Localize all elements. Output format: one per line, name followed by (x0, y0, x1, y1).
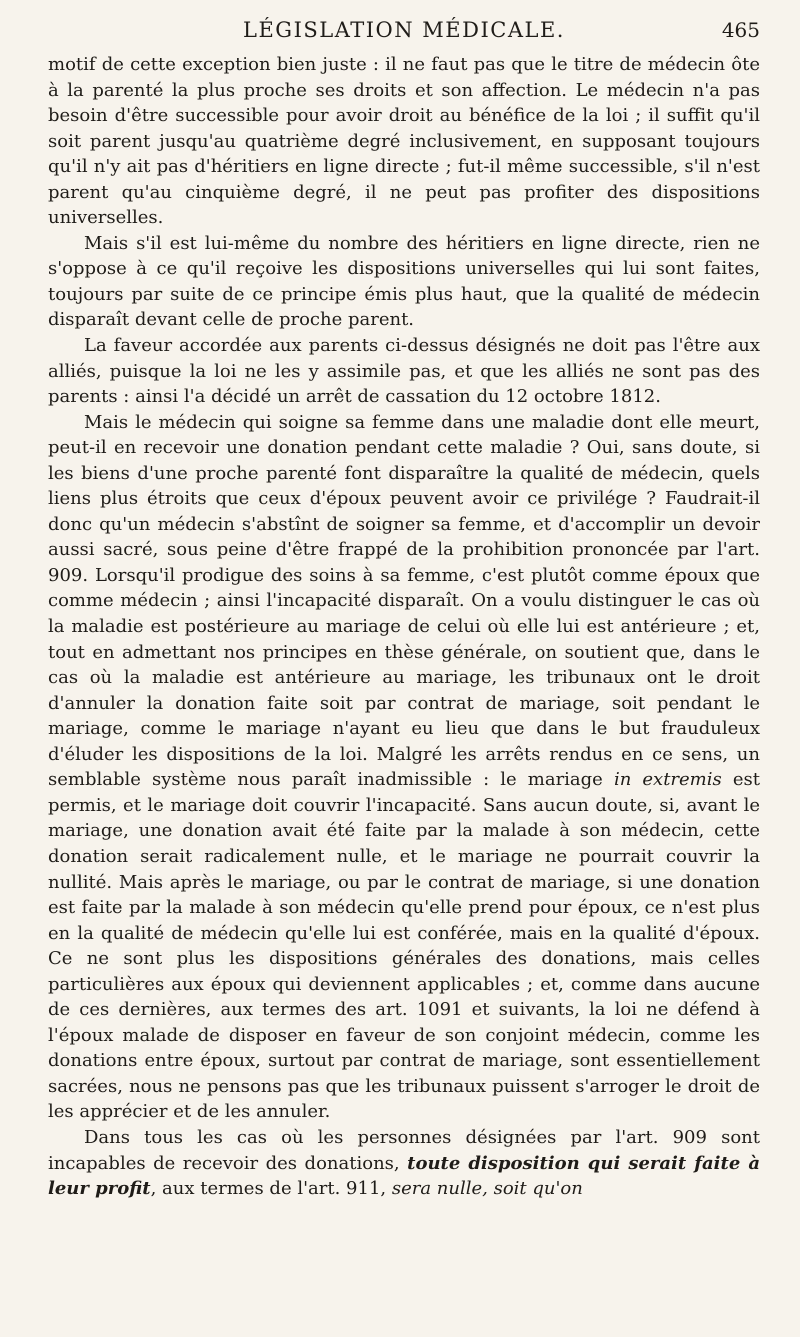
text-run: Mais le médecin qui soigne sa femme dans une maladie dont elle meurt, peut-il en recevoir une donation pendant cette maladie ? Oui, sans doute, si les biens d'une proche parenté font disparaître la qualité de médecin, quels liens plus étroits que ceux d'époux peuvent avoir ce privilége ? Faudrait-il donc qu'un médecin s'abstînt de soigner sa femme, et d'accomplir un devoir aussi sacré, sous peine d'être frappé de la prohibition prononcée par l'art. 909. Lorsqu'il prodigue des soins à sa femme, c'est plutôt comme époux que comme médecin ; ainsi l'incapacité disparaît. On a voulu distinguer le cas où la maladie est postérieure au mariage de celui où elle lui est antérieure ; et, tout en admettant nos principes en thèse générale, on soutient que, dans le cas où la maladie est antérieure au mariage, les tribunaux ont le droit d'annuler la donation faite soit par contrat de mariage, soit pendant le mariage, comme le mariage n'ayant eu lieu que dans le but frauduleux d'éluder les dispositions de la loi. Malgré les arrêts rendus en ce sens, un semblable système nous paraît inadmissible : le mariage (48, 411, 760, 791)
paragraph (48, 1125, 760, 1202)
paragraph (48, 231, 760, 333)
emphasis-run: in extremis (613, 769, 722, 791)
text-run: motif de cette exception bien juste : il ne faut pas que le titre de médecin ôte à la parenté la plus proche ses droits et son affection. Le médecin n'a pas besoin d'être successible pour avoir droit au bénéfice de la loi ; il suffit qu'il soit parent jusqu'au quatrième degré inclusivement, en supposant toujours qu'il n'y ait pas d'héritiers en ligne directe ; fut-il même successible, s'il n'est parent qu'au cinquième degré, il ne peut pas profiter des dispositions universelles. (48, 54, 760, 229)
paragraph (48, 333, 760, 410)
text-run: Dans tous les cas où les personnes désignées par l'art. 909 sont incapables de recevoir des donations, (48, 1126, 760, 1174)
running-title: LÉGISLATION MÉDICALE. (243, 18, 565, 42)
book-page (48, 14, 760, 1202)
running-header (48, 14, 760, 48)
page-number: 465 (721, 18, 760, 42)
body-text (48, 52, 760, 1202)
text-run: La faveur accordée aux parents ci-dessus désignés ne doit pas l'être aux alliés, puisque la loi ne les y assimile pas, et que les alliés ne sont pas des parents : ainsi l'a décidé un arrêt de cassation du 12 octobre 1812. (48, 335, 760, 408)
paragraph (48, 52, 760, 231)
text-run: Mais s'il est lui-même du nombre des héritiers en ligne directe, rien ne s'oppose à ce qu'il reçoive les dispositions universelles qui lui sont faites, toujours par suite de ce principe émis plus haut, que la qualité de médecin disparaît devant celle de proche parent. (48, 232, 760, 331)
text-run: , aux termes de l'art. 911, (150, 1178, 392, 1200)
text-run: est permis, et le mariage doit couvrir l'incapacité. Sans aucun doute, si, avant le mariage, une donation avait été faite par la malade à son médecin, cette donation serait radicalement nulle, et le mariage ne pourrait couvrir la nullité. Mais après le mariage, ou par le contrat de mariage, si une donation est faite par la malade à son médecin qu'elle prend pour époux, ce n'est plus en la qualité de médecin qu'elle lui est conférée, mais en la qualité d'époux. Ce ne sont plus les dispositions générales des donations, mais celles particulières aux époux qui deviennent applicables ; et, comme dans aucune de ces dernières, aux termes des art. 1091 et suivants, la loi ne défend à l'époux malade de disposer en faveur de son conjoint médecin, comme les donations entre époux, surtout par contrat de mariage, sont essentiellement sacrées, nous ne pensons pas que les tribunaux puissent s'arroger le droit de les apprécier et de les annuler. (48, 769, 760, 1123)
paragraph (48, 410, 760, 1125)
emphasis-run: sera nulle, soit qu'on (391, 1178, 583, 1200)
emphasis-run: toute disposition qui serait faite à leur profit (48, 1152, 760, 1200)
